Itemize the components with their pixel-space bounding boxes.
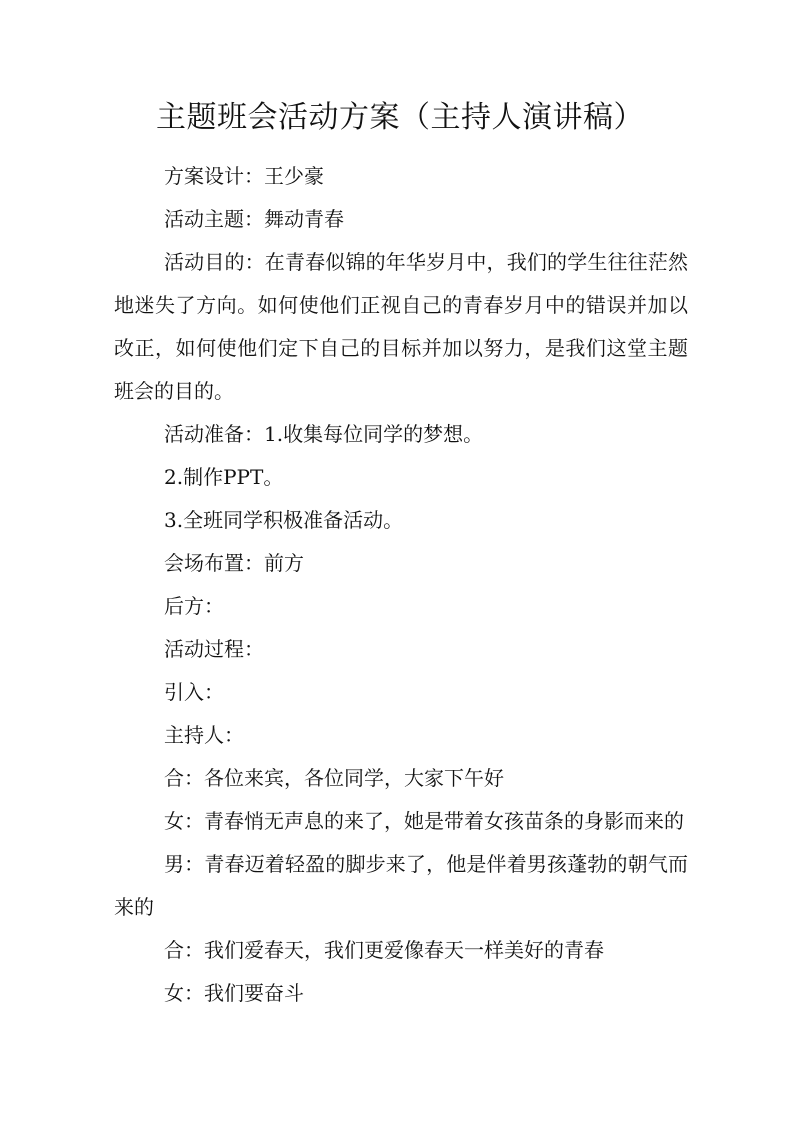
document-body	[114, 155, 688, 1015]
paragraph-intro: 引入：	[164, 680, 224, 704]
paragraph-venue-back: 后方：	[164, 594, 224, 618]
paragraph-process: 活动过程：	[164, 637, 264, 661]
paragraph-line-male-1: 男：青春迈着轻盈的脚步来了，他是伴着男孩蓬勃的朝气而来的	[114, 852, 688, 919]
document-title: 主题班会活动方案（主持人演讲稿）	[156, 100, 644, 135]
paragraph-line-together-1: 合：各位来宾，各位同学，大家下午好	[164, 766, 504, 790]
paragraph-preparation-2: 2.制作PPT。	[164, 465, 284, 489]
paragraph-host: 主持人：	[164, 723, 244, 747]
paragraph-venue-front: 会场布置：前方	[164, 551, 304, 575]
paragraph-theme: 活动主题：舞动青春	[164, 207, 344, 231]
paragraph-purpose: 活动目的：在青春似锦的年华岁月中，我们的学生往往茫然地迷失了方向。如何使他们正视自己的青春岁月中的错误并加以改正，如何使他们定下自己的目标并加以努力，是我们这堂主题班会的目的。	[114, 250, 688, 403]
paragraph-designer: 方案设计：王少豪	[164, 164, 324, 188]
paragraph-line-female-2: 女：我们要奋斗	[164, 981, 304, 1005]
paragraph-line-female-1: 女：青春悄无声息的来了，她是带着女孩苗条的身影而来的	[164, 809, 684, 833]
paragraph-preparation-3: 3.全班同学积极准备活动。	[164, 508, 404, 532]
paragraph-line-together-2: 合：我们爱春天，我们更爱像春天一样美好的青春	[164, 938, 604, 962]
paragraph-preparation: 活动准备：1.收集每位同学的梦想。	[164, 422, 484, 446]
